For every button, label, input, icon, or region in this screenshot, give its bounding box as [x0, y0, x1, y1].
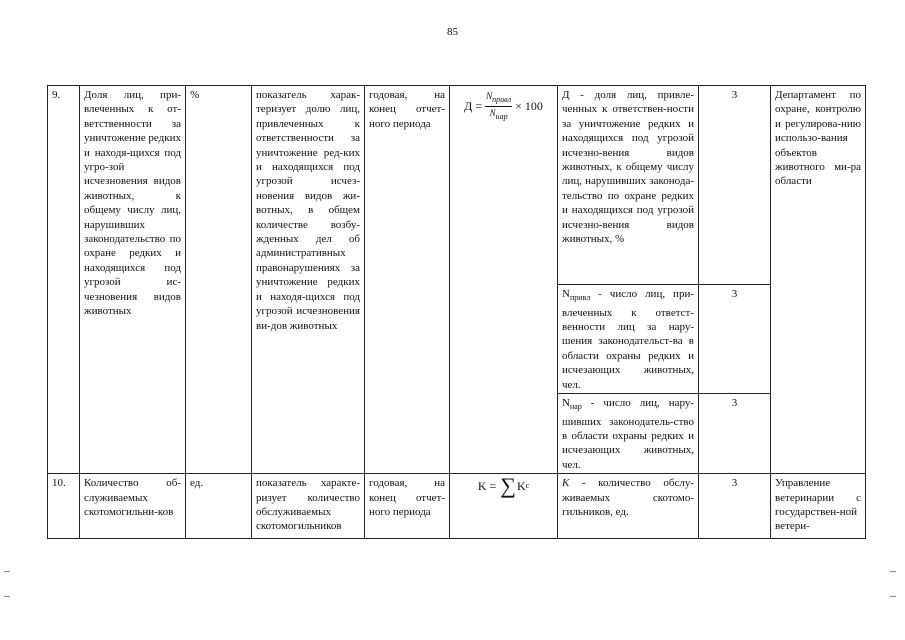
component-description: $N_{привл}$ - число лиц, при-влеченных к ответст-венности лиц за нару-шения законодательст-ва в области охраны редких и исчезающих животных, чел. — [558, 285, 699, 394]
indicator-name: Доля лиц, при-влеченных к от-ветственности за уничтожение редких и находя-щихся под угро-зой исчезновения видов животных, к общему числу лиц, нарушивших законодательство по охране редких и находящихся под угрозой ис-чезновения видов животных — [80, 86, 186, 474]
component-code: 3 — [699, 394, 771, 474]
table-row — [48, 474, 866, 539]
formula-lhs: Д — [464, 99, 473, 114]
scan-margin-mark — [890, 571, 896, 572]
scan-margin-mark — [4, 571, 10, 572]
table-row — [48, 86, 866, 285]
formula-tail: × 100 — [515, 99, 543, 114]
component-code: 3 — [699, 285, 771, 394]
formula-numerator: N — [486, 91, 493, 101]
scan-margin-mark — [890, 596, 896, 597]
formula-lhs: K — [477, 479, 487, 494]
indicator-formula — [450, 474, 558, 539]
component-code: 3 — [699, 474, 771, 539]
row-number: 10. — [48, 474, 80, 539]
scan-margin-mark — [4, 596, 10, 597]
formula-fraction: $\frac{N_{привл}}{N_{нар}}$ — [486, 91, 512, 121]
indicator-periodicity: годовая, на конец отчет-ного периода — [365, 474, 450, 539]
indicator-unit: ед. — [186, 474, 252, 539]
indicator-unit: % — [186, 86, 252, 474]
formula-expression: Д = $\frac{N_{привл}}{N_{нар}}$ × 100 — [464, 91, 543, 121]
responsible-body: Департамент по охране, контролю и регулирова-нию использо-вания объектов животного ми-ра области — [771, 86, 866, 474]
indicator-table — [47, 85, 866, 539]
indicator-formula — [450, 86, 558, 474]
formula-denominator: N — [489, 107, 496, 118]
row-number: 9. — [48, 86, 80, 474]
formula-expression: K = ∑ K с — [477, 473, 530, 499]
page-number: 85 — [447, 26, 458, 38]
indicator-name: Количество об-служиваемых скотомогильни-ков — [80, 474, 186, 539]
indicator-periodicity: годовая, на конец отчет-ного периода — [365, 86, 450, 474]
component-description: K - количество обслу-живаемых скотомо-гильников, ед. — [558, 474, 699, 539]
responsible-body: Управление ветеринарии с государствен-ной ветери- — [771, 474, 866, 539]
sum-symbol: ∑ — [500, 473, 516, 499]
component-description: Д - доля лиц, привле-ченных к ответствен-ности за уничтожение редких и находящихся под угрозой исчезно-вения видов животных, к общему числу лиц, нарушивших законода-тельство по охране редких и находящихся под угрозой исчезно-вения видов животных, % — [558, 86, 699, 285]
component-description: $N_{нар}$ - число лиц, нару-шивших законодатель-ство в области охраны редких и исчезающих животных, чел. — [558, 394, 699, 474]
indicator-description: показатель харак-теризует долю лиц, привлеченных к ответственности за уничтожение ред-ких и находящихся под угрозой исчез-новения видов жи-вотных, в общем количестве возбу-жденных дел об административных правонарушениях за уничтожение редких и находя-щихся под угрозой исчезновения ви-дов животных — [252, 86, 365, 474]
formula-rhs: K — [516, 479, 526, 494]
indicator-description: показатель характе-ризует количество обслуживаемых скотомогильников — [252, 474, 365, 539]
component-code: 3 — [699, 86, 771, 285]
